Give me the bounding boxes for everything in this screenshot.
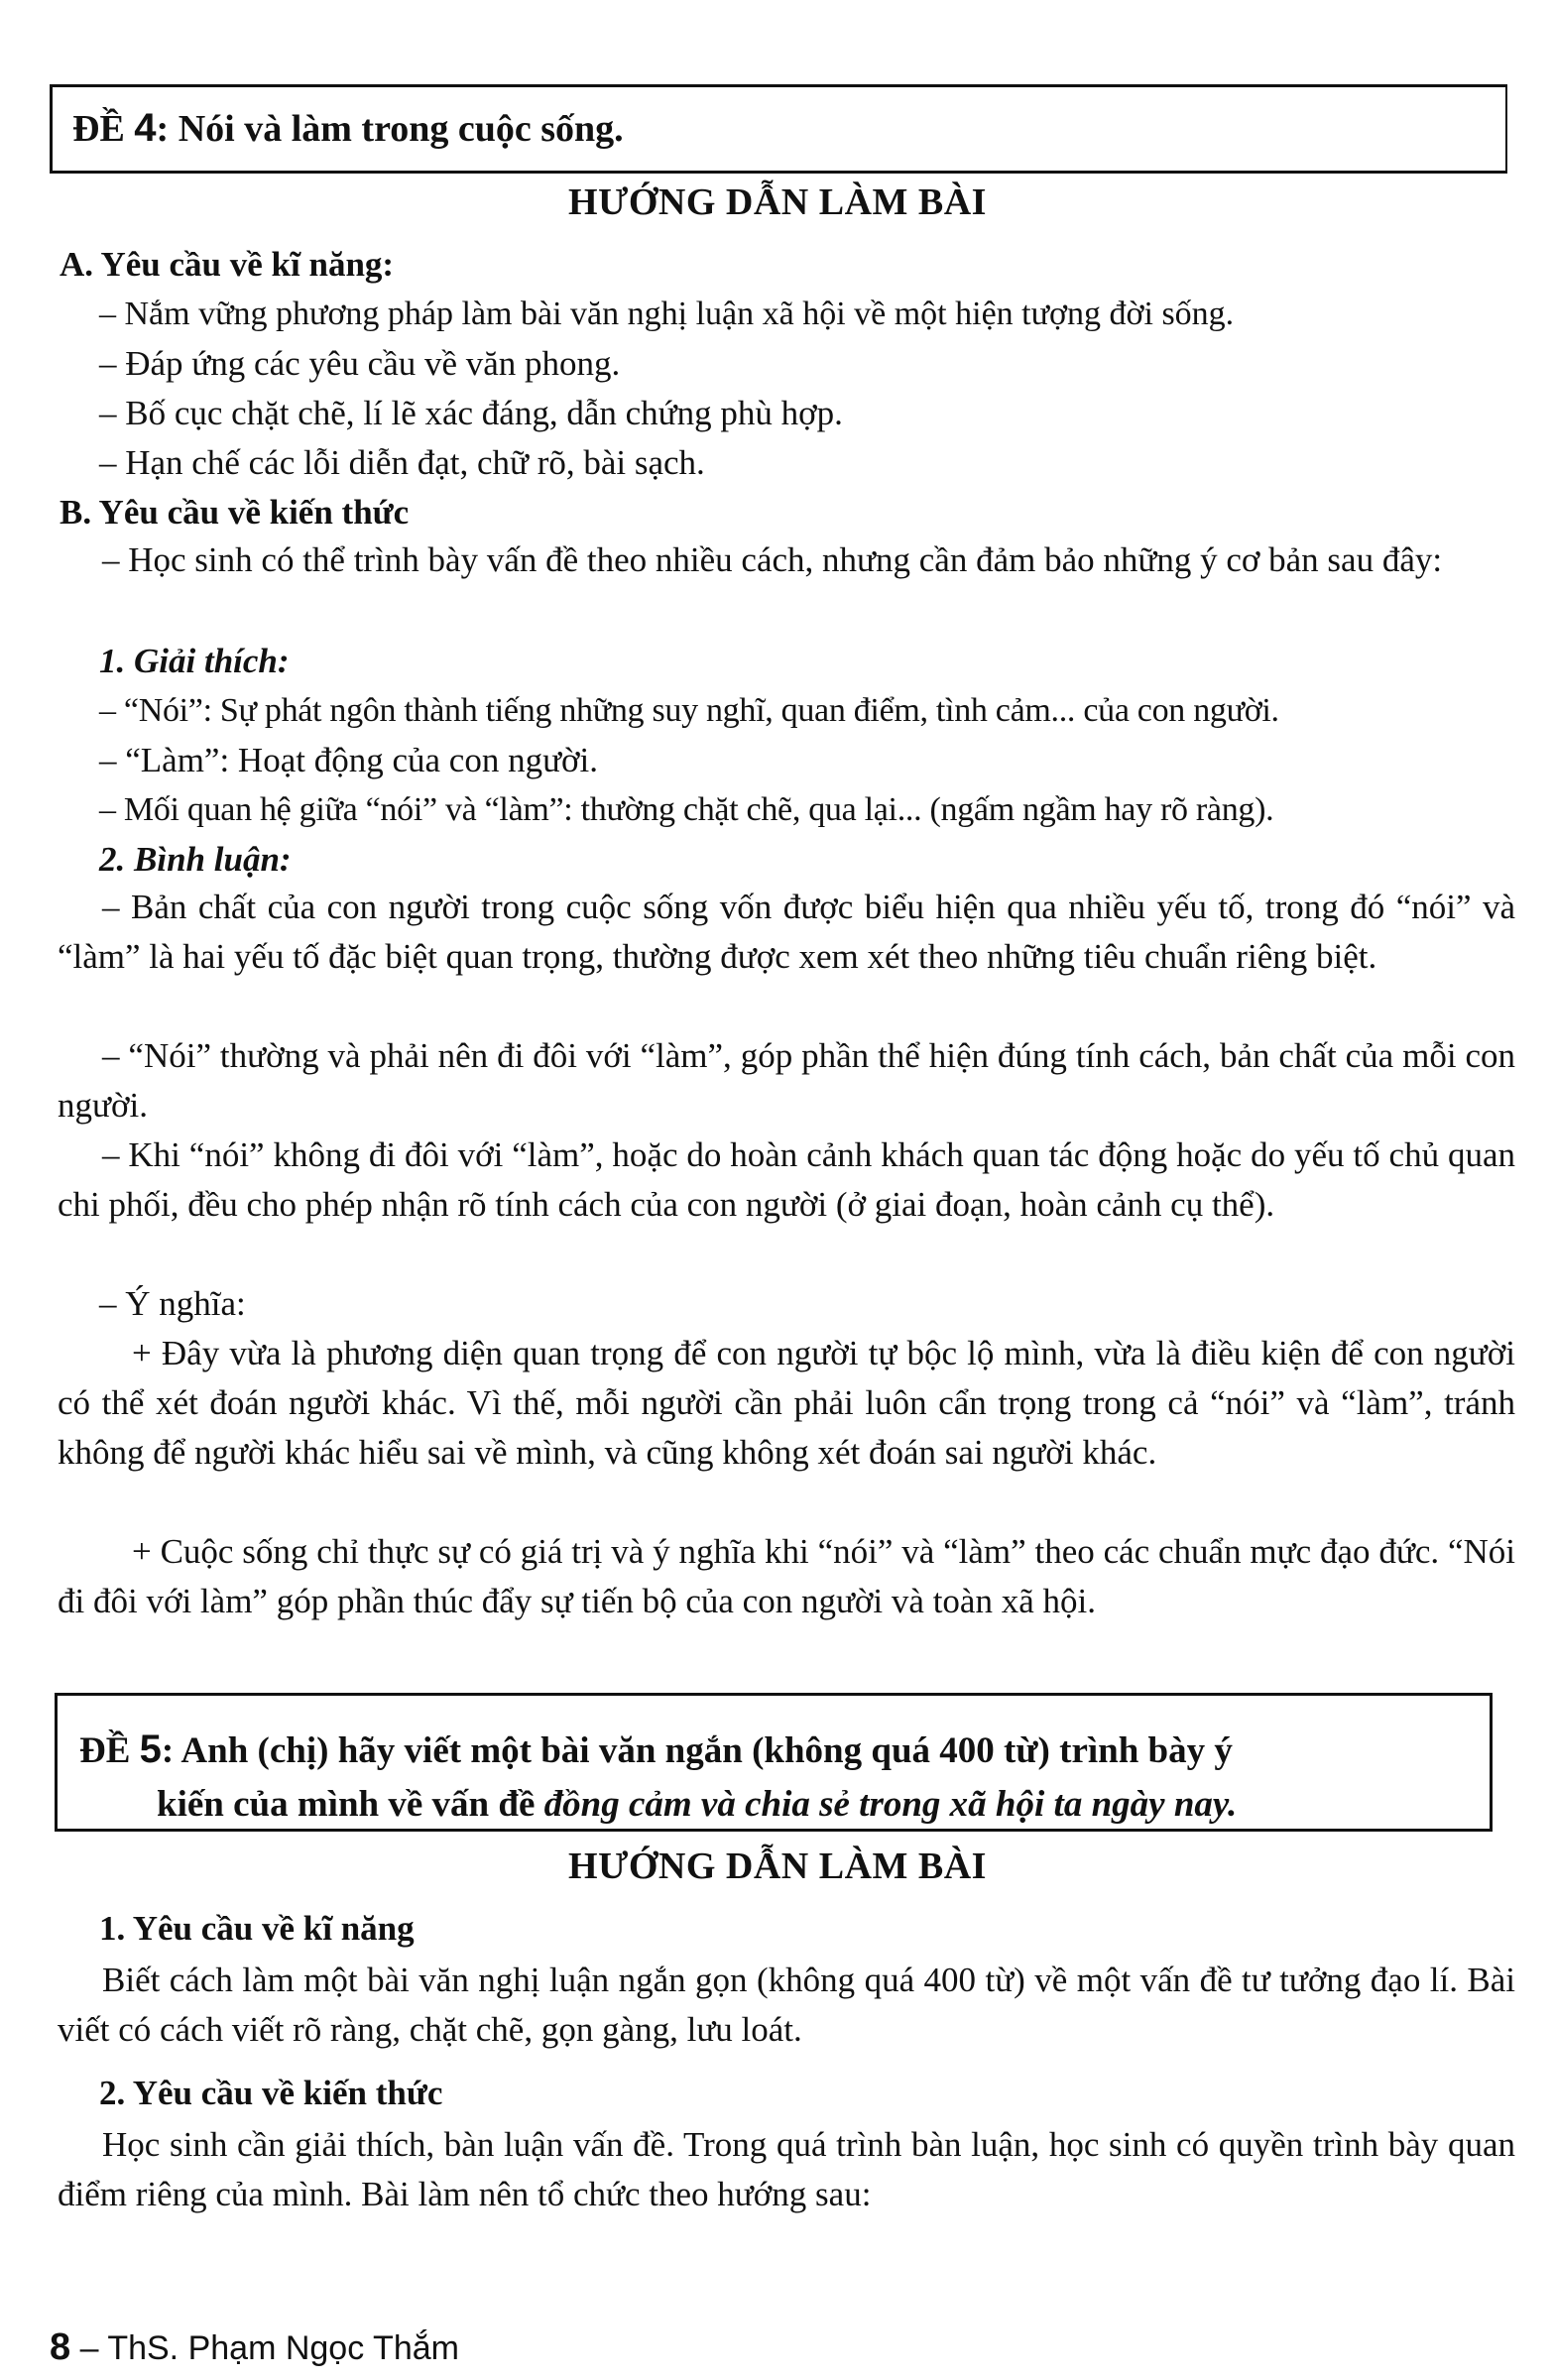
part2-paragraph: – Bản chất của con người trong cuộc sống vốn được biểu hiện qua nhiều yếu tố, trong đó “nói” và “làm” là hai yếu tố đặc biệt quan trọng, thường được xem xét theo những tiêu chuẩn riêng biệt. — [58, 888, 1515, 976]
section-b-intro: – Học sinh có thể trình bày vấn đề theo nhiều cách, nhưng cần đảm bảo những ý cơ bản sau đây: — [102, 540, 1443, 579]
section-b-title: B. Yêu cầu về kiến thức — [60, 493, 410, 532]
guide2-heading: HƯỚNG DẪN LÀM BÀI — [568, 1845, 987, 1887]
de5-title-line2 — [157, 1777, 1237, 1833]
page-number: 8 — [50, 2326, 71, 2368]
de4-label: ĐỀ — [72, 108, 135, 150]
part1-item: – “Nói”: Sự phát ngôn thành tiếng những suy nghĩ, quan điểm, tình cảm... của con người. — [99, 692, 1279, 729]
part2-paragraph: + Đây vừa là phương diện quan trọng để con người tự bộc lộ mình, vừa là điều kiện để con người có thể xét đoán người khác. Vì thế, mỗi người cần phải luôn cẩn trọng trong cả “nói” và “làm”, tránh không để người khác hiểu sai về mình, và cũng không xét đoán sai người khác. — [58, 1334, 1515, 1472]
de4-text: : Nói và làm trong cuộc sống. — [156, 108, 624, 150]
de5-number: 5 — [139, 1727, 162, 1771]
part1-item: – “Làm”: Hoạt động của con người. — [99, 741, 599, 779]
part2-paragraph: – Khi “nói” không đi đôi với “làm”, hoặc do hoàn cảnh khách quan tác động hoặc do yếu tố chủ quan chi phối, đều cho phép nhận rõ tính cách của con người (ở giai đoạn, hoàn cảnh cụ thể). — [58, 1135, 1515, 1224]
de5-text-italic: đồng cảm và chia sẻ trong xã hội ta ngày nay. — [543, 1784, 1238, 1825]
part1-title: 1. Giải thích: — [99, 642, 290, 680]
de5-text-plain: kiến của mình về vấn đề — [157, 1784, 544, 1825]
part2-paragraph: – “Nói” thường và phải nên đi đôi với “làm”, góp phần thể hiện đúng tính cách, bản chất của mỗi con người. — [58, 1036, 1515, 1125]
part2-title: 2. Bình luận: — [99, 840, 292, 879]
de4-title — [72, 106, 624, 151]
section-a-title: A. Yêu cầu về kĩ năng: — [60, 245, 395, 284]
part2-meaning-label: – Ý nghĩa: — [99, 1284, 246, 1323]
section-a-item: – Bố cục chặt chẽ, lí lẽ xác đáng, dẫn chứng phù hợp. — [99, 394, 843, 432]
de5-title-line1 — [79, 1722, 1233, 1779]
section-a-item: – Nắm vững phương pháp làm bài văn nghị luận xã hội về một hiện tượng đời sống. — [99, 296, 1235, 332]
section-a-item: – Hạn chế các lỗi diễn đạt, chữ rõ, bài sạch. — [99, 443, 705, 482]
de5-box — [55, 1693, 1493, 1832]
guide2-section1-title: 1. Yêu cầu về kĩ năng — [99, 1909, 415, 1948]
de4-box — [50, 84, 1507, 174]
guide2-section2-text: Học sinh cần giải thích, bàn luận vấn đề. Trong quá trình bàn luận, học sinh có quyền trình bày quan điểm riêng của mình. Bài làm nên tổ chức theo hướng sau: — [58, 2125, 1515, 2213]
guide2-section1-text: Biết cách làm một bài văn nghị luận ngắn gọn (không quá 400 từ) về một vấn đề tư tưởng đạo lí. Bài viết có cách viết rõ ràng, chặt chẽ, gọn gàng, lưu loát. — [58, 1961, 1515, 2049]
de4-number: 4 — [134, 106, 157, 150]
footer-author: – ThS. Phạm Ngọc Thắm — [70, 2329, 459, 2367]
guide1-heading: HƯỚNG DẪN LÀM BÀI — [568, 181, 987, 223]
section-a-item: – Đáp ứng các yêu cầu về văn phong. — [99, 344, 621, 383]
part2-paragraph: + Cuộc sống chỉ thực sự có giá trị và ý nghĩa khi “nói” và “làm” theo các chuẩn mực đạo đức. “Nói đi đôi với làm” góp phần thúc đẩy sự tiến bộ của con người và toàn xã hội. — [58, 1532, 1515, 1620]
de5-text: : Anh (chị) hãy viết một bài văn ngắn (không quá 400 từ) trình bày ý — [161, 1730, 1233, 1771]
part1-item: – Mối quan hệ giữa “nói” và “làm”: thường chặt chẽ, qua lại... (ngấm ngầm hay rõ ràng). — [99, 791, 1274, 828]
de5-label: ĐỀ — [79, 1730, 140, 1771]
page-footer — [50, 2326, 459, 2369]
guide2-section2-title: 2. Yêu cầu về kiến thức — [99, 2074, 443, 2112]
